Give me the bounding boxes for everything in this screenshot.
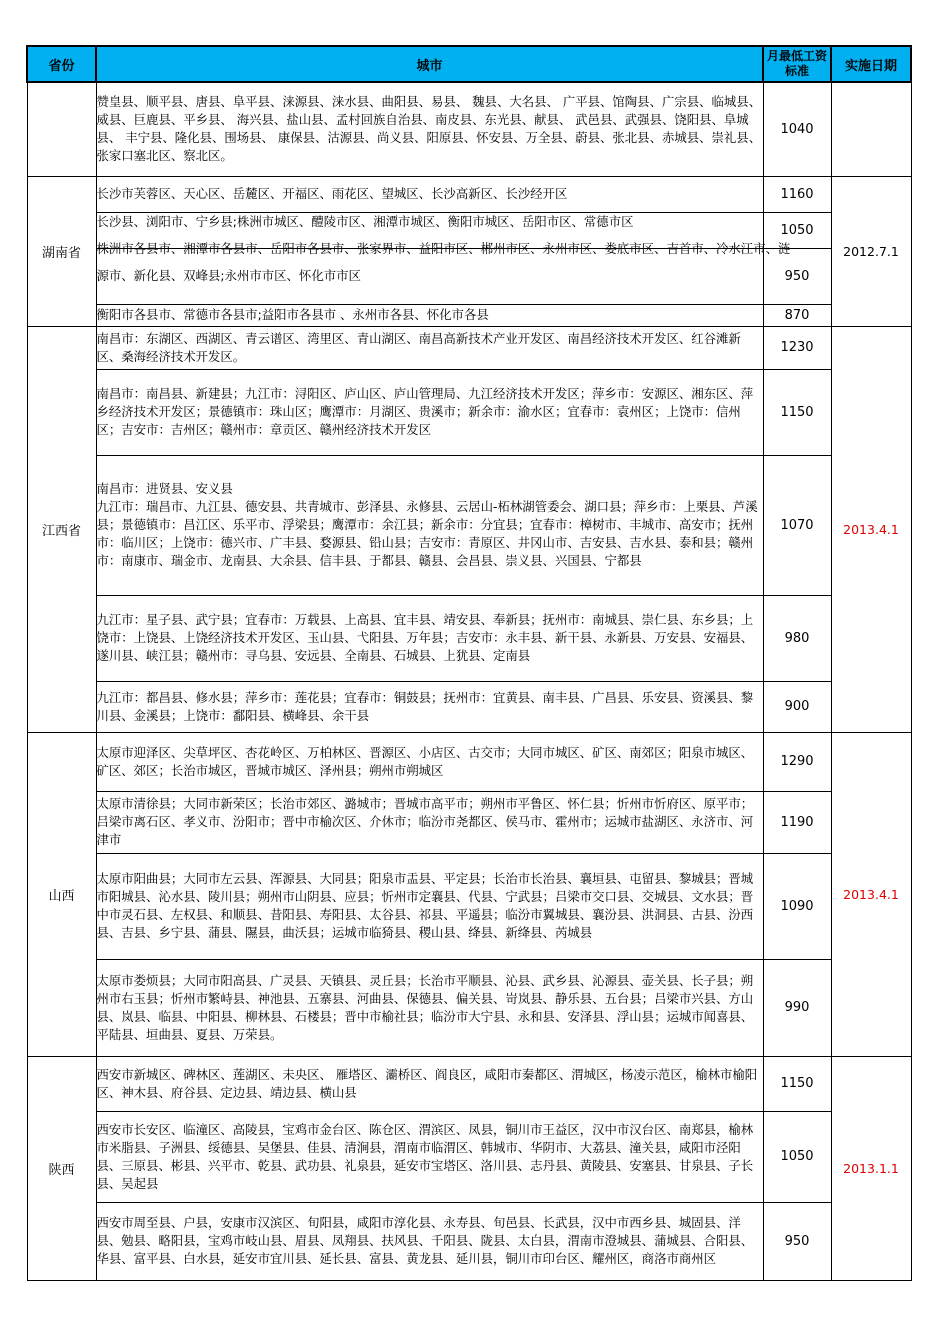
wage-amount: 950	[763, 248, 831, 304]
header-date: 实施日期	[831, 46, 911, 82]
city-list: 赞皇县、顺平县、唐县、阜平县、涞源县、涞水县、曲阳县、易县、 魏县、大名县、 广平县、馆陶县、广宗县、临城县、威县、巨鹿县、平乡县、 海兴县、盐山县、孟村回族自治县、南皮县、东光县、献县、 武邑县、武强县、饶阳县、阜城县、 丰宁县、隆化县、围场县、 康保县、沽源县、尚义县、阳原县、怀安县、万全县、蔚县、张北县、赤城县、崇礼县、张家口塞北区、察北区。	[96, 82, 763, 176]
table-row	[27, 732, 911, 791]
table-row	[27, 82, 911, 176]
city-list: 衡阳市各县市、常德市各县市;益阳市各县市 、永州市各县、怀化市各县	[96, 304, 763, 326]
header-city: 城市	[96, 46, 763, 82]
city-list: 长沙市芙蓉区、天心区、岳麓区、开福区、雨花区、望城区、长沙高新区、长沙经开区	[96, 176, 763, 212]
city-list: 南昌市：南昌县、新建县；九江市：浔阳区、庐山区、庐山管理局、九江经济技术开发区；萍乡市：安源区、湘东区、萍乡经济技术开发区；景德镇市：珠山区；鹰潭市：月湖区、贵溪市；新余市：渝水区；宜春市：袁州区；上饶市：信州区；吉安市：吉州区；赣州市：章贡区、赣州经济技术开发区	[96, 369, 763, 455]
table-row	[27, 326, 911, 369]
date-cell: 2013.1.1	[831, 1056, 911, 1280]
city-list	[96, 455, 763, 595]
table-row	[27, 791, 911, 853]
minimum-wage-table	[26, 45, 912, 1281]
date-cell: 2013.4.1	[831, 732, 911, 1056]
wage-amount: 950	[763, 1202, 831, 1280]
city-list-line: 南昌市：进贤县、安义县	[96, 481, 233, 496]
date-cell: 2013.4.1	[831, 326, 911, 732]
wage-amount: 1150	[763, 369, 831, 455]
header-row	[27, 46, 911, 82]
city-list-text: 九江市：瑞昌市、九江县、德安县、共青城市、彭泽县、永修县、云居山-柘林湖管委会、湖口县；萍乡市：上栗县、芦溪县；景德镇市：昌江区、乐平市、浮梁县；鹰潭市：余江县；新余市：分宜县；宜春市：樟树市、丰城市、高安市；抚州市：临川区；上饶市：德兴市、广丰县、婺源县、铅山县；吉安市：青原区、井冈山市、吉安县、吉水县、泰和县；赣州市：南康市、瑞金市、龙南县、大余县、信丰县、于都县、赣县、会昌县、崇义县、兴国县、宁都县	[96, 499, 758, 568]
table-row	[27, 1056, 911, 1111]
wage-amount: 1050	[763, 212, 831, 248]
city-list-text: 源市、新化县、双峰县;永州市市区、怀化市市区	[96, 267, 361, 283]
table-row	[27, 1202, 911, 1280]
city-list: 太原市娄烦县；大同市阳高县、广灵县、天镇县、灵丘县；长治市平顺县、沁县、武乡县、沁源县、壶关县、长子县；朔州市右玉县；忻州市繁峙县、神池县、五寨县、河曲县、保德县、偏关县、岢岚县、静乐县、五台县；吕梁市兴县、方山县、岚县、临县、中阳县、柳林县、石楼县；晋中市榆社县；临汾市大宁县、永和县、安泽县、浮山县；运城市闻喜县、平陆县、垣曲县、夏县、万荣县。	[96, 959, 763, 1056]
city-list: 西安市长安区、临潼区、高陵县，宝鸡市金台区、陈仓区、渭滨区、凤县，铜川市王益区，汉中市汉台区、南郑县，榆林市米脂县、子洲县、绥德县、吴堡县、佳县、清涧县，渭南市临渭区、韩城市、华阴市、大荔县、潼关县，咸阳市泾阳县、三原县、彬县、兴平市、乾县、武功县、礼泉县，延安市宝塔区、洛川县、志丹县、黄陵县、安塞县、甘泉县、子长县、吴起县	[96, 1111, 763, 1202]
clipped-text: 株洲市各县市、湘潭市各县市、岳阳市各县市、张家界市、益阳市区、郴州市区、永州市区、娄底市区、吉首市、冷水江市、涟	[96, 240, 791, 256]
table-row	[27, 304, 911, 326]
table-row	[27, 248, 911, 304]
city-list: 太原市清徐县；大同市新荣区；长治市郊区、潞城市；晋城市高平市；朔州市平鲁区、怀仁县；忻州市忻府区、原平市；吕梁市离石区、孝义市、汾阳市；晋中市榆次区、介休市；临汾市尧都区、侯马市、霍州市；运城市盐湖区、永济市、河津市	[96, 791, 763, 853]
table-row	[27, 369, 911, 455]
wage-amount: 900	[763, 681, 831, 732]
province-cell	[27, 82, 96, 176]
city-list: 九江市：都昌县、修水县；萍乡市：莲花县；宜春市：铜鼓县；抚州市：宜黄县、南丰县、广昌县、乐安县、资溪县、黎川县、金溪县；上饶市：鄱阳县、横峰县、余干县	[96, 681, 763, 732]
header-wage: 月最低工资标准	[763, 46, 831, 82]
city-list: 西安市新城区、碑林区、莲湖区、未央区、 雁塔区、灞桥区、阎良区，咸阳市秦都区、渭城区，杨凌示范区，榆林市榆阳区、神木县、府谷县、定边县、靖边县、横山县	[96, 1056, 763, 1111]
wage-amount: 1230	[763, 326, 831, 369]
table-row	[27, 1111, 911, 1202]
wage-amount: 1160	[763, 176, 831, 212]
province-cell: 江西省	[27, 326, 96, 732]
city-list	[96, 240, 791, 304]
city-list: 太原市迎泽区、尖草坪区、杏花岭区、万柏林区、晋源区、小店区、古交市；大同市城区、矿区、南郊区；阳泉市城区、矿区、郊区；长治市城区，晋城市城区、泽州县；朔州市朔城区	[96, 732, 763, 791]
city-list: 西安市周至县、户县，安康市汉滨区、旬阳县，咸阳市淳化县、永寿县、旬邑县、长武县，汉中市西乡县、城固县、洋县、勉县、略阳县，宝鸡市岐山县、眉县、凤翔县、扶风县、千阳县、陇县、太白县，渭南市澄城县、蒲城县、合阳县、华县、富平县、白水县，延安市宜川县、延长县、富县、黄龙县、延川县，铜川市印台区、耀州区，商洛市商州区	[96, 1202, 763, 1280]
wage-amount: 1050	[763, 1111, 831, 1202]
wage-amount: 990	[763, 959, 831, 1056]
table-row	[27, 959, 911, 1056]
wage-amount: 1070	[763, 455, 831, 595]
wage-amount: 1150	[763, 1056, 831, 1111]
table-row	[27, 455, 911, 595]
table-row	[27, 176, 911, 212]
date-cell	[831, 82, 911, 176]
wage-amount: 1290	[763, 732, 831, 791]
wage-amount: 1190	[763, 791, 831, 853]
wage-amount: 980	[763, 595, 831, 681]
clipped-text: 长沙县、浏阳市、宁乡县;株洲市城区、醴陵市区、湘潭市城区、衡阳市城区、岳阳市区、常德市区	[96, 213, 634, 229]
table-row	[27, 595, 911, 681]
province-cell: 山西	[27, 732, 96, 1056]
wage-amount: 1090	[763, 853, 831, 959]
city-list: 九江市：星子县、武宁县；宜春市：万载县、上高县、宜丰县、靖安县、奉新县；抚州市：南城县、崇仁县、东乡县；上饶市：上饶县、上饶经济技术开发区、玉山县、弋阳县、万年县；吉安市：永丰县、新干县、永新县、万安县、安福县、遂川县、峡江县；赣州市：寻乌县、安远县、全南县、石城县、上犹县、定南县	[96, 595, 763, 681]
table-row	[27, 853, 911, 959]
date-cell: 2012.7.1	[831, 176, 911, 326]
province-cell: 陕西	[27, 1056, 96, 1280]
province-cell: 湖南省	[27, 176, 96, 326]
table-row	[27, 681, 911, 732]
wage-amount: 870	[763, 304, 831, 326]
city-list: 南昌市：东湖区、西湖区、青云谱区、湾里区、青山湖区、南昌高新技术产业开发区、南昌经济技术开发区、红谷滩新区、桑海经济技术开发区。	[96, 326, 763, 369]
wage-amount: 1040	[763, 82, 831, 176]
city-list: 太原市阳曲县；大同市左云县、浑源县、大同县；阳泉市盂县、平定县；长治市长治县、襄垣县、屯留县、黎城县；晋城市阳城县、沁水县、陵川县；朔州市山阴县、应县；忻州市定襄县、代县、宁武县；吕梁市交口县、交城县、文水县；晋中市灵石县、左权县、和顺县、昔阳县、寿阳县、太谷县、祁县、平遥县；临汾市翼城县、襄汾县、洪洞县、古县、汾西县、吉县、乡宁县、蒲县、隰县，曲沃县；运城市临猗县、稷山县、绛县、新绛县、芮城县	[96, 853, 763, 959]
header-province: 省份	[27, 46, 96, 82]
